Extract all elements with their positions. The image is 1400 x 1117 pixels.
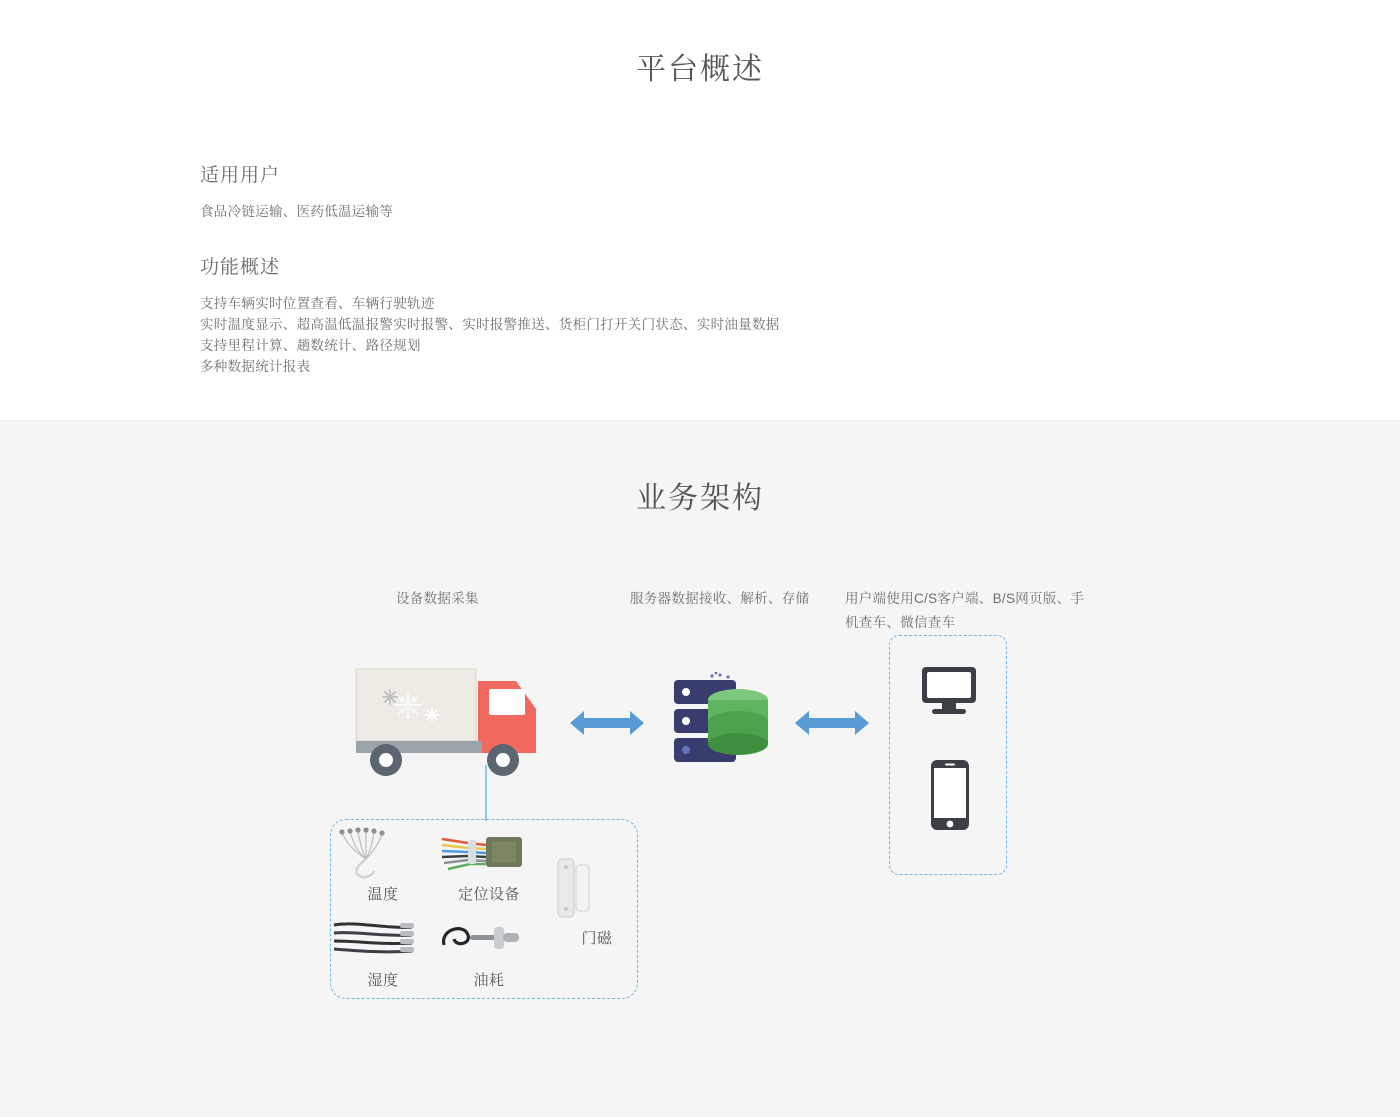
truck-device-connector <box>470 765 510 825</box>
device-temperature <box>328 825 438 904</box>
architecture-diagram <box>0 587 1400 1047</box>
refrigerated-truck-icon <box>350 665 560 785</box>
block-heading-users: 适用用户 <box>200 165 281 186</box>
overview-block-users <box>200 160 1200 222</box>
humidity-sensor-icon <box>328 915 420 967</box>
mobile-phone-icon <box>930 759 970 831</box>
page-title: 平台概述 <box>636 53 764 86</box>
block-line: 多种数据统计报表 <box>200 359 311 374</box>
device-label: 温度 <box>367 886 399 903</box>
block-line: 支持车辆实时位置查看、车辆行驶轨迹 <box>200 296 435 311</box>
platform-overview-section <box>0 0 1400 420</box>
device-label: 定位设备 <box>457 886 520 903</box>
business-architecture-section <box>0 420 1400 1117</box>
server-database-icon <box>672 672 782 782</box>
desktop-monitor-icon <box>920 665 978 717</box>
block-line: 食品冷链运输、医药低温运输等 <box>200 204 394 219</box>
device-label: 油耗 <box>473 972 505 989</box>
arrow-truck-to-server-icon <box>568 705 646 741</box>
block-line: 实时温度显示、超高温低温报警实时报警、实时报警推送、货柜门打开关门状态、实时油量数据 <box>200 317 780 332</box>
fuel-sensor-icon <box>434 915 526 967</box>
overview-body <box>200 160 1200 377</box>
overview-block-features <box>200 252 1200 377</box>
device-humidity <box>328 915 438 990</box>
door-magnet-icon <box>542 855 612 925</box>
device-label: 门磁 <box>581 930 613 947</box>
block-heading-features: 功能概述 <box>200 257 281 278</box>
gps-device-icon <box>434 823 534 881</box>
device-fuel <box>434 915 544 990</box>
device-label: 湿度 <box>367 972 399 989</box>
caption-server: 服务器数据接收、解析、存储 <box>630 591 810 606</box>
block-line: 支持里程计算、趟数统计、路径规划 <box>200 338 421 353</box>
caption-data-collection: 设备数据采集 <box>396 591 479 606</box>
arrow-server-to-client-icon <box>793 705 871 741</box>
device-door-magnet <box>542 855 652 948</box>
caption-client: 用户端使用C/S客户端、B/S网页版、手机查车、微信查车 <box>845 591 1085 630</box>
device-gps <box>434 823 544 904</box>
temperature-sensor-icon <box>328 825 404 881</box>
architecture-title: 业务架构 <box>636 482 764 515</box>
